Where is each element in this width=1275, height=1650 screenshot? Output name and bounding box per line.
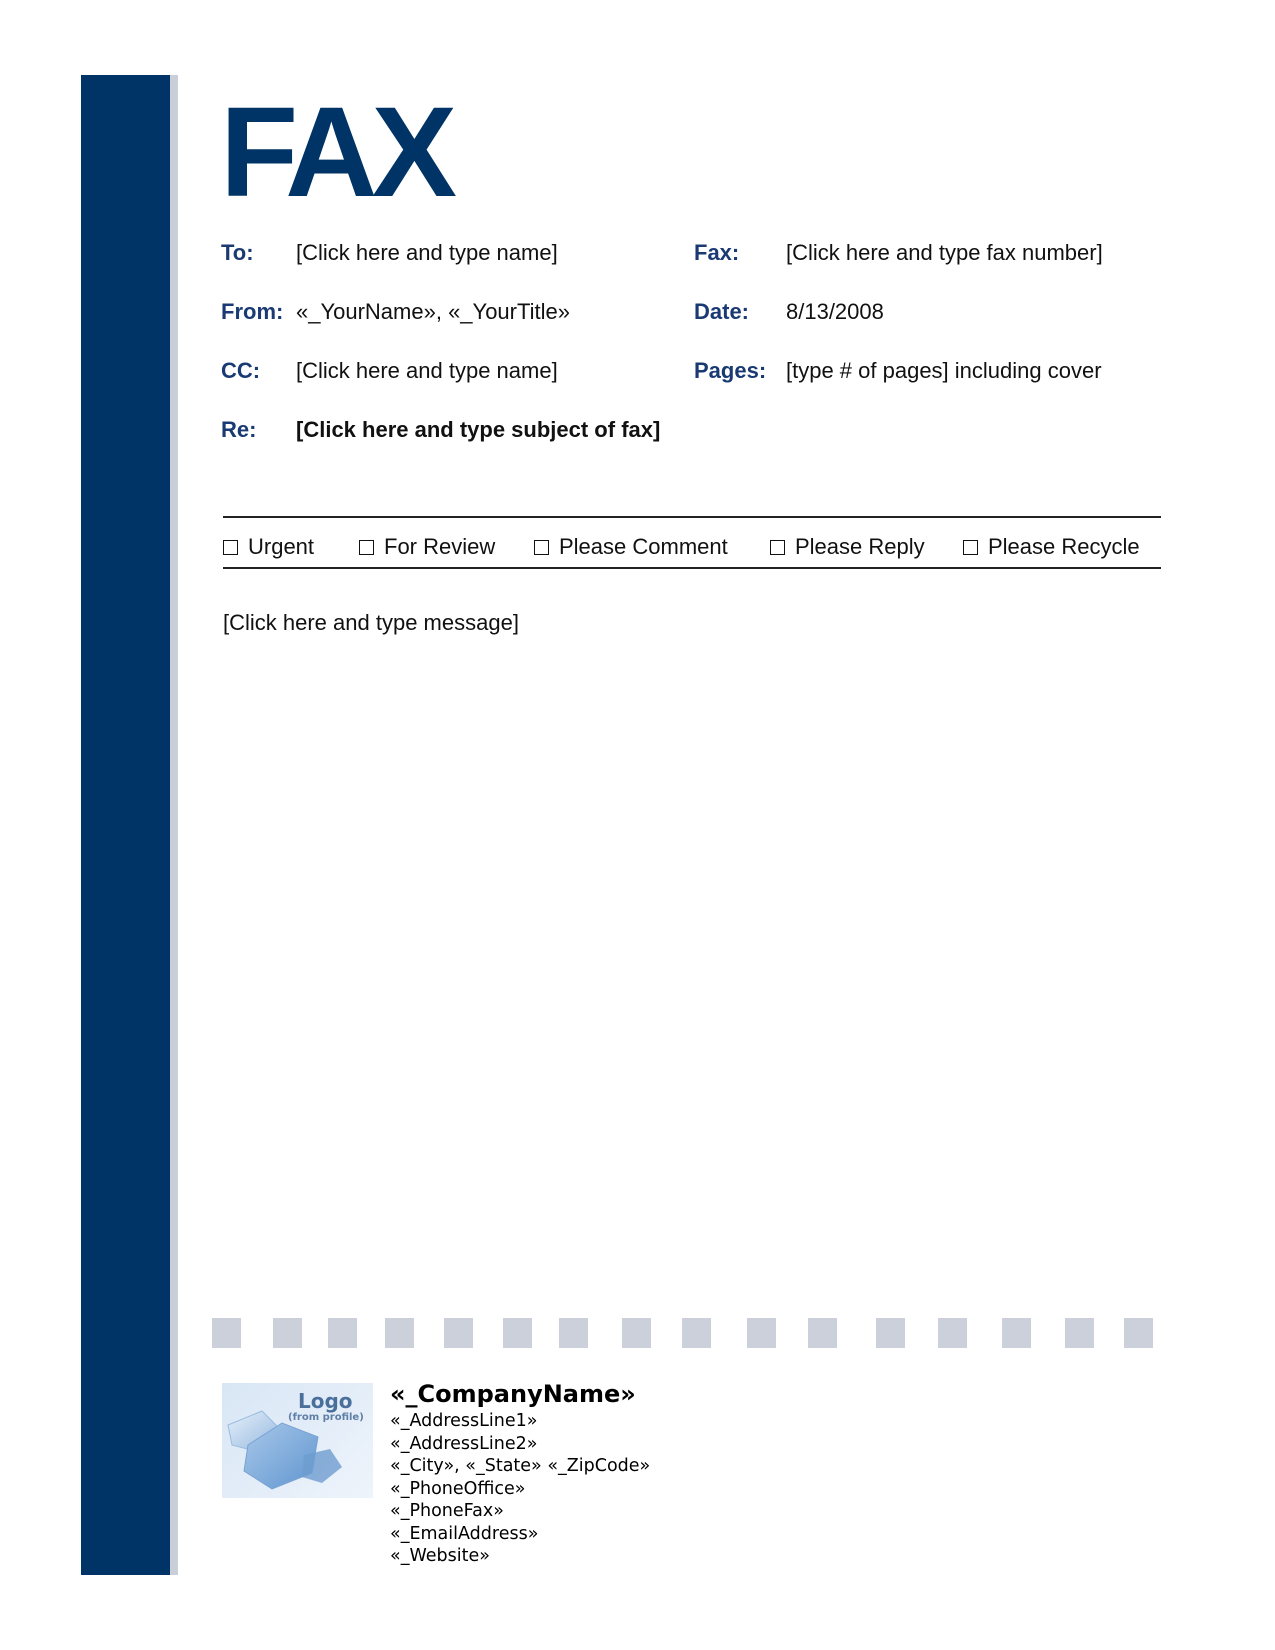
checkbox-please-comment[interactable] xyxy=(534,534,728,560)
sidebar-bar xyxy=(81,75,170,1575)
checkbox-urgent[interactable] xyxy=(223,534,314,560)
checkbox-label: Please Recycle xyxy=(988,534,1140,559)
to-field[interactable]: [Click here and type name] xyxy=(296,240,558,265)
fax-number-field[interactable]: [Click here and type fax number] xyxy=(786,240,1103,265)
decorative-square-row xyxy=(212,1318,1167,1348)
decorative-square xyxy=(1002,1318,1031,1348)
checkbox-please-recycle[interactable] xyxy=(963,534,1140,560)
pages-label: Pages: xyxy=(694,358,767,383)
decorative-square xyxy=(1124,1318,1153,1348)
decorative-square xyxy=(808,1318,837,1348)
decorative-square xyxy=(328,1318,357,1348)
decorative-square xyxy=(1065,1318,1094,1348)
re-label: Re: xyxy=(221,417,257,442)
decorative-square xyxy=(876,1318,905,1348)
logo-subtext: (from profile) xyxy=(288,1412,364,1423)
decorative-square xyxy=(444,1318,473,1348)
checkbox-please-reply[interactable] xyxy=(770,534,925,560)
phone-fax: «_PhoneFax» xyxy=(390,1501,504,1521)
decorative-square xyxy=(273,1318,302,1348)
message-body[interactable]: [Click here and type message] xyxy=(223,610,519,635)
fax-label: Fax: xyxy=(694,240,740,265)
sidebar-stripe xyxy=(170,75,178,1575)
bottom-rule xyxy=(223,567,1161,569)
cc-label: CC: xyxy=(221,358,261,383)
from-label: From: xyxy=(221,299,284,324)
checkbox-icon[interactable] xyxy=(223,540,238,555)
checkbox-label: Please Comment xyxy=(559,534,728,559)
decorative-square xyxy=(747,1318,776,1348)
checkbox-icon[interactable] xyxy=(359,540,374,555)
email-address: «_EmailAddress» xyxy=(390,1523,539,1544)
phone-office: «_PhoneOffice» xyxy=(390,1478,526,1499)
checkbox-icon[interactable] xyxy=(770,540,785,555)
cc-field[interactable]: [Click here and type name] xyxy=(296,358,558,383)
company-address-block xyxy=(390,1410,650,1568)
checkbox-label: Urgent xyxy=(248,534,315,559)
decorative-square xyxy=(559,1318,588,1348)
subject-field[interactable]: [Click here and type subject of fax] xyxy=(296,417,661,442)
decorative-square xyxy=(385,1318,414,1348)
to-label: To: xyxy=(221,240,254,265)
city-state-zip: «_City», «_State» «_ZipCode» xyxy=(390,1456,651,1476)
from-field[interactable]: «_YourName», «_YourTitle» xyxy=(296,299,570,324)
address-line-1: «_AddressLine1» xyxy=(390,1411,538,1431)
checkbox-label: Please Reply xyxy=(795,534,925,559)
decorative-square xyxy=(622,1318,651,1348)
company-logo xyxy=(222,1383,373,1498)
website: «_Website» xyxy=(390,1546,490,1566)
date-label: Date: xyxy=(694,299,750,324)
company-name: «_CompanyName» xyxy=(390,1380,636,1408)
address-line-2: «_AddressLine2» xyxy=(390,1433,538,1454)
pages-field[interactable]: [type # of pages] including cover xyxy=(786,358,1102,383)
top-rule xyxy=(223,516,1161,518)
decorative-square xyxy=(682,1318,711,1348)
date-field[interactable]: 8/13/2008 xyxy=(786,299,884,324)
logo-text: Logo xyxy=(298,1389,353,1413)
checkbox-icon[interactable] xyxy=(963,540,978,555)
checkbox-icon[interactable] xyxy=(534,540,549,555)
decorative-square xyxy=(938,1318,967,1348)
page-title: FAX xyxy=(220,81,451,224)
decorative-square xyxy=(212,1318,241,1348)
checkbox-for-review[interactable] xyxy=(359,534,495,560)
checkbox-label: For Review xyxy=(384,534,496,559)
decorative-square xyxy=(503,1318,532,1348)
